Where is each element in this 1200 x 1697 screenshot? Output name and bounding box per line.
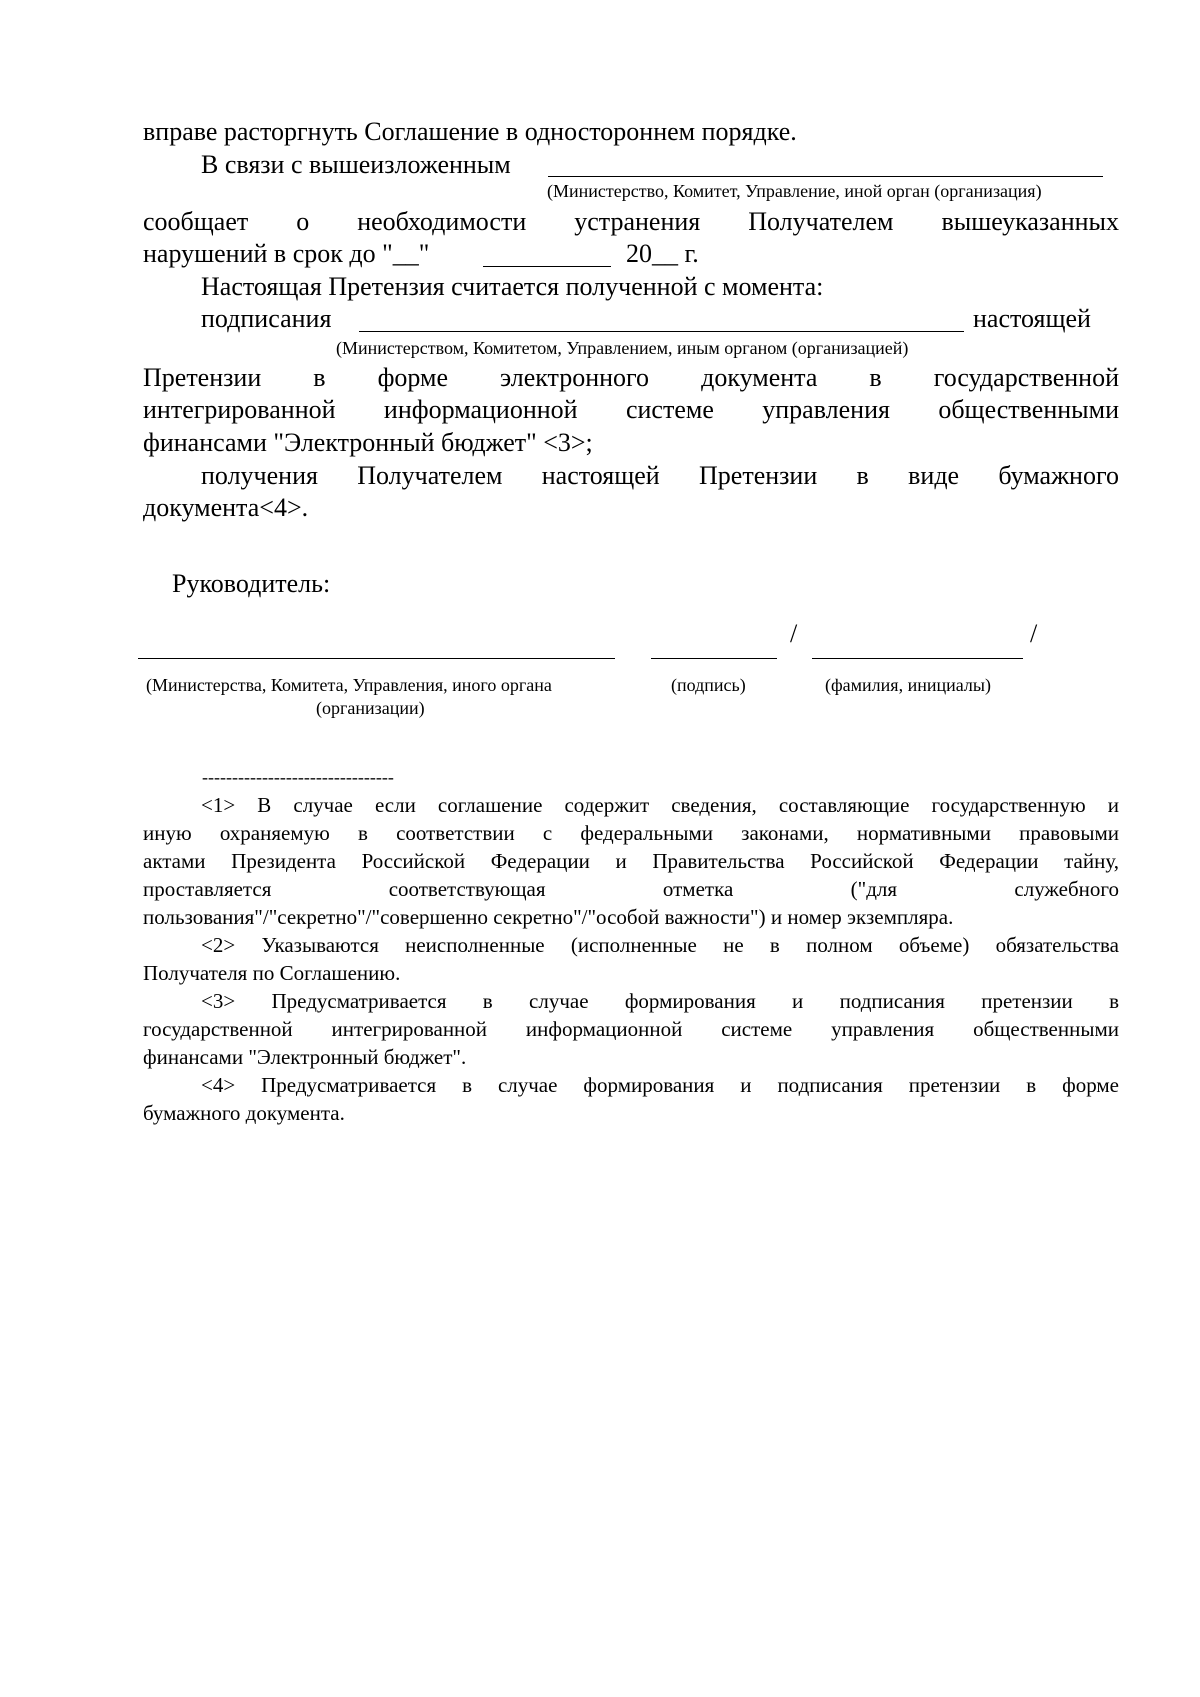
body-line-9: финансами "Электронный бюджет" <3>; [143, 428, 593, 457]
footnote-4-text-1: <4> Предусматривается в случае формирования и подписания претензии в форме [201, 1073, 1119, 1097]
footnote-2-line-1 [143, 931, 1119, 959]
caption-signer: (Министерством, Комитетом, Управлением, иным органом (организацией) [336, 338, 909, 358]
footnote-1-line-2: иную охраняемую в соответствии с федеральными законами, нормативными правовыми [143, 821, 1119, 845]
footnote-1-text-1: <1> В случае если соглашение содержит сведения, составляющие государственную и [201, 793, 1119, 817]
signature-line-sign [651, 658, 777, 659]
footnote-2-text-1: <2> Указываются неисполненные (исполненные не в полном объеме) обязательства [201, 933, 1119, 957]
signature-slash-1: / [790, 619, 798, 648]
body-line-6-suffix: настоящей [973, 304, 1091, 333]
fill-line-organization [548, 176, 1103, 177]
body-line-11: документа<4>. [143, 493, 309, 522]
signature-caption-sign: (подпись) [671, 675, 746, 695]
body-line-4-year: 20__ г. [626, 239, 699, 268]
footnote-1-line-4: проставляется соответствующая отметка ("для служебного [143, 877, 1119, 901]
body-line-2-prefix: В связи с вышеизложенным [201, 150, 511, 179]
footnote-1-line-5: пользования"/"секретно"/"совершенно секретно"/"особой важности") и номер экземпляра. [143, 905, 954, 929]
footnote-3-line-1 [143, 987, 1119, 1015]
footnote-1-line-3: актами Президента Российской Федерации и Правительства Российской Федерации тайну, [143, 849, 1119, 873]
signature-caption-organization-2: (организации) [316, 698, 425, 718]
body-line-10: получения Получателем настоящей Претензии в виде бумажного [201, 461, 1119, 490]
fill-line-signer [359, 331, 964, 332]
body-line-6-prefix: подписания [201, 304, 332, 333]
head-label: Руководитель: [172, 569, 331, 598]
body-line-4-date-prefix: нарушений в срок до "__" [143, 239, 430, 268]
footnote-4-line-2: бумажного документа. [143, 1101, 345, 1125]
body-line-3: сообщает о необходимости устранения Получателем вышеуказанных [143, 207, 1119, 236]
footnote-3-text-1: <3> Предусматривается в случае формирования и подписания претензии в [201, 989, 1119, 1013]
body-line-8: интегрированной информационной системе управления общественными [143, 395, 1119, 424]
footnote-separator: -------------------------------- [202, 767, 394, 787]
signature-line-name [812, 658, 1023, 659]
footnote-2-line-2: Получателя по Соглашению. [143, 961, 401, 985]
signature-caption-name: (фамилия, инициалы) [825, 675, 991, 695]
signature-line-organization [138, 658, 615, 659]
footnote-3-line-2: государственной интегрированной информационной системе управления общественными [143, 1017, 1119, 1041]
body-line-7: Претензии в форме электронного документа в государственной [143, 363, 1119, 392]
body-line-1: вправе расторгнуть Соглашение в одностороннем порядке. [143, 117, 797, 146]
footnote-4-line-1 [143, 1071, 1119, 1099]
signature-slash-2: / [1030, 619, 1038, 648]
caption-organization: (Министерство, Комитет, Управление, иной орган (организация) [547, 181, 1042, 201]
fill-line-month [483, 266, 611, 267]
footnote-1-line-1 [143, 791, 1119, 819]
body-line-5: Настоящая Претензия считается полученной с момента: [201, 272, 824, 301]
signature-caption-organization: (Министерства, Комитета, Управления, иного органа [146, 675, 552, 695]
footnote-3-line-3: финансами "Электронный бюджет". [143, 1045, 467, 1069]
